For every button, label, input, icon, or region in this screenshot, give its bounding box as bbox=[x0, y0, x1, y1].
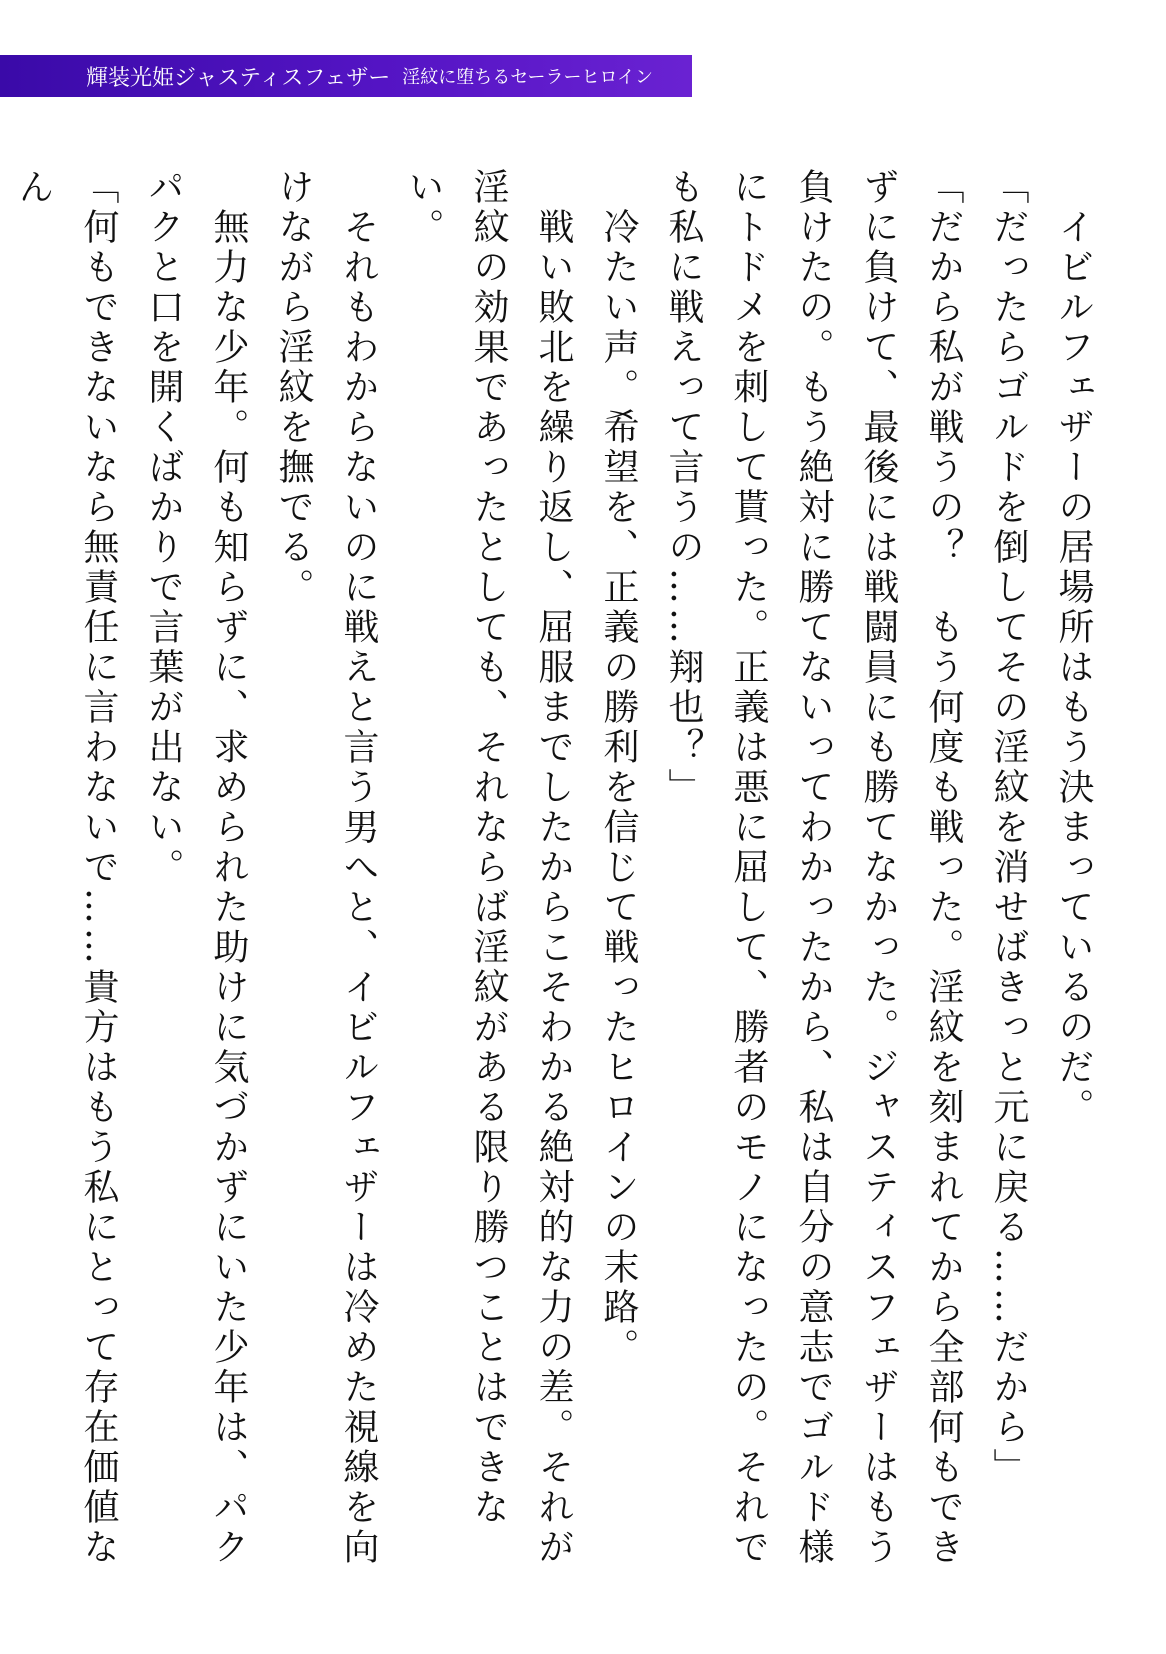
paragraph: 「何もできないなら無責任に言わないで……貴方はもう私にとって存在価値なん bbox=[13, 168, 119, 1568]
header-banner bbox=[0, 55, 692, 97]
paragraph: 「だから私が戦うの？ もう何度も戦った。淫紋を刻まれてから全部何もできずに負けて、最後には戦闘員にも勝てなかった。ジャスティスフェザーはもう負けたの。もう絶対に勝てないってわかったから、私は自分の意志でゴルド様にトドメを刺して貰った。正義は悪に屈して、勝者のモノになったの。それでも私に戦えって言うの……翔也？」 bbox=[663, 168, 964, 1568]
paragraph: 無力な少年。何も知らずに、求められた助けに気づかずにいた少年は、パクパクと口を開くばかりで言葉が出ない。 bbox=[143, 168, 249, 1568]
paragraph: イビルフェザーの居場所はもう決まっているのだ。 bbox=[1053, 168, 1094, 1128]
paragraph: 冷たい声。希望を、正義の勝利を信じて戦ったヒロインの末路。 bbox=[598, 168, 639, 1368]
book-subtitle: 淫紋に堕ちるセーラーヒロイン bbox=[402, 67, 654, 88]
paragraph: 「だったらゴルドを倒してその淫紋を消せばきっと元に戻る……だから」 bbox=[988, 168, 1029, 1488]
paragraph: それもわからないのに戦えと言う男へと、イビルフェザーは冷めた視線を向けながら淫紋を撫でる。 bbox=[273, 168, 379, 1568]
paragraph: 戦い敗北を繰り返し、屈服までしたからこそわかる絶対的な力の差。それが淫紋の効果であったとしても、それならば淫紋がある限り勝つことはできない。 bbox=[403, 168, 574, 1568]
book-title: 輝装光姫ジャスティスフェザー bbox=[86, 65, 391, 91]
body-text bbox=[13, 168, 1106, 1588]
